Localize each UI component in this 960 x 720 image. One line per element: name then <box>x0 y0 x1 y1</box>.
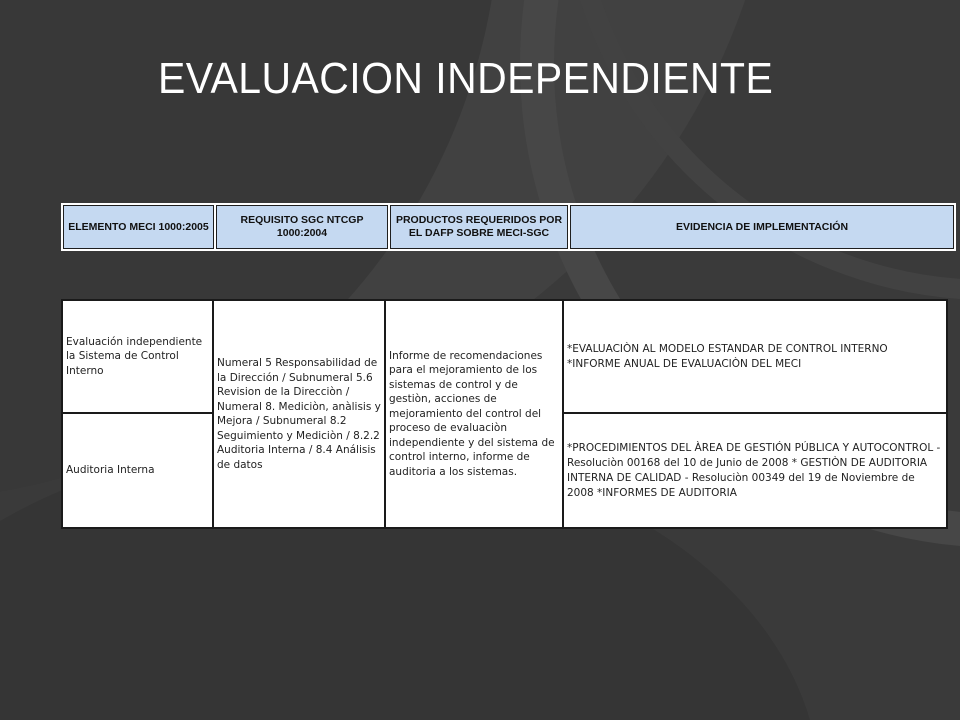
header-elemento-meci: ELEMENTO MECI 1000:2005 <box>62 204 215 250</box>
elemento-cell: Evaluación independiente la Sistema de Control Interno <box>62 300 213 413</box>
elemento-cell: Auditoria Interna <box>62 413 213 528</box>
evidencia-cell: *EVALUACIÒN AL MODELO ESTANDAR DE CONTROL INTERNO *INFORME ANUAL DE EVALUACIÒN DEL MECI <box>563 300 947 413</box>
header-evidencia: EVIDENCIA DE IMPLEMENTACIÓN <box>569 204 955 250</box>
slide-title: EVALUACION INDEPENDIENTE <box>158 54 774 103</box>
header-productos-requeridos: PRODUCTOS REQUERIDOS POR EL DAFP SOBRE MECI-SGC <box>389 204 569 250</box>
header-table <box>61 203 956 251</box>
header-row <box>62 204 955 250</box>
table-row <box>62 300 947 413</box>
productos-cell: Informe de recomendaciones para el mejoramiento de los sistemas de control y de gestiòn, acciones de mejoramiento del control del proceso de evaluaciòn independiente y del sistema de control interno, informe de auditoria a los sistemas. <box>385 300 563 528</box>
evidencia-cell: *PROCEDIMIENTOS DEL ÀREA DE GESTIÓN PÚBLICA Y AUTOCONTROL - Resoluciòn 00168 del 10 de Junio de 2008 * GESTIÒN DE AUDITORIA INTERNA DE CALIDAD - Resoluciòn 00349 del 19 de Noviembre de 2008 *INFORMES DE AUDITORIA <box>563 413 947 528</box>
header-requisito-sgc: REQUISITO SGC NTCGP 1000:2004 <box>215 204 389 250</box>
content-table <box>61 299 948 529</box>
requisito-cell: Numeral 5 Responsabilidad de la Dirección / Subnumeral 5.6 Revision de la Direcciòn / Numeral 8. Mediciòn, anàlisis y Mejora / Subnumeral 8.2 Seguimiento y Mediciòn / 8.2.2 Auditoria Interna / 8.4 Análisis de datos <box>213 300 385 528</box>
